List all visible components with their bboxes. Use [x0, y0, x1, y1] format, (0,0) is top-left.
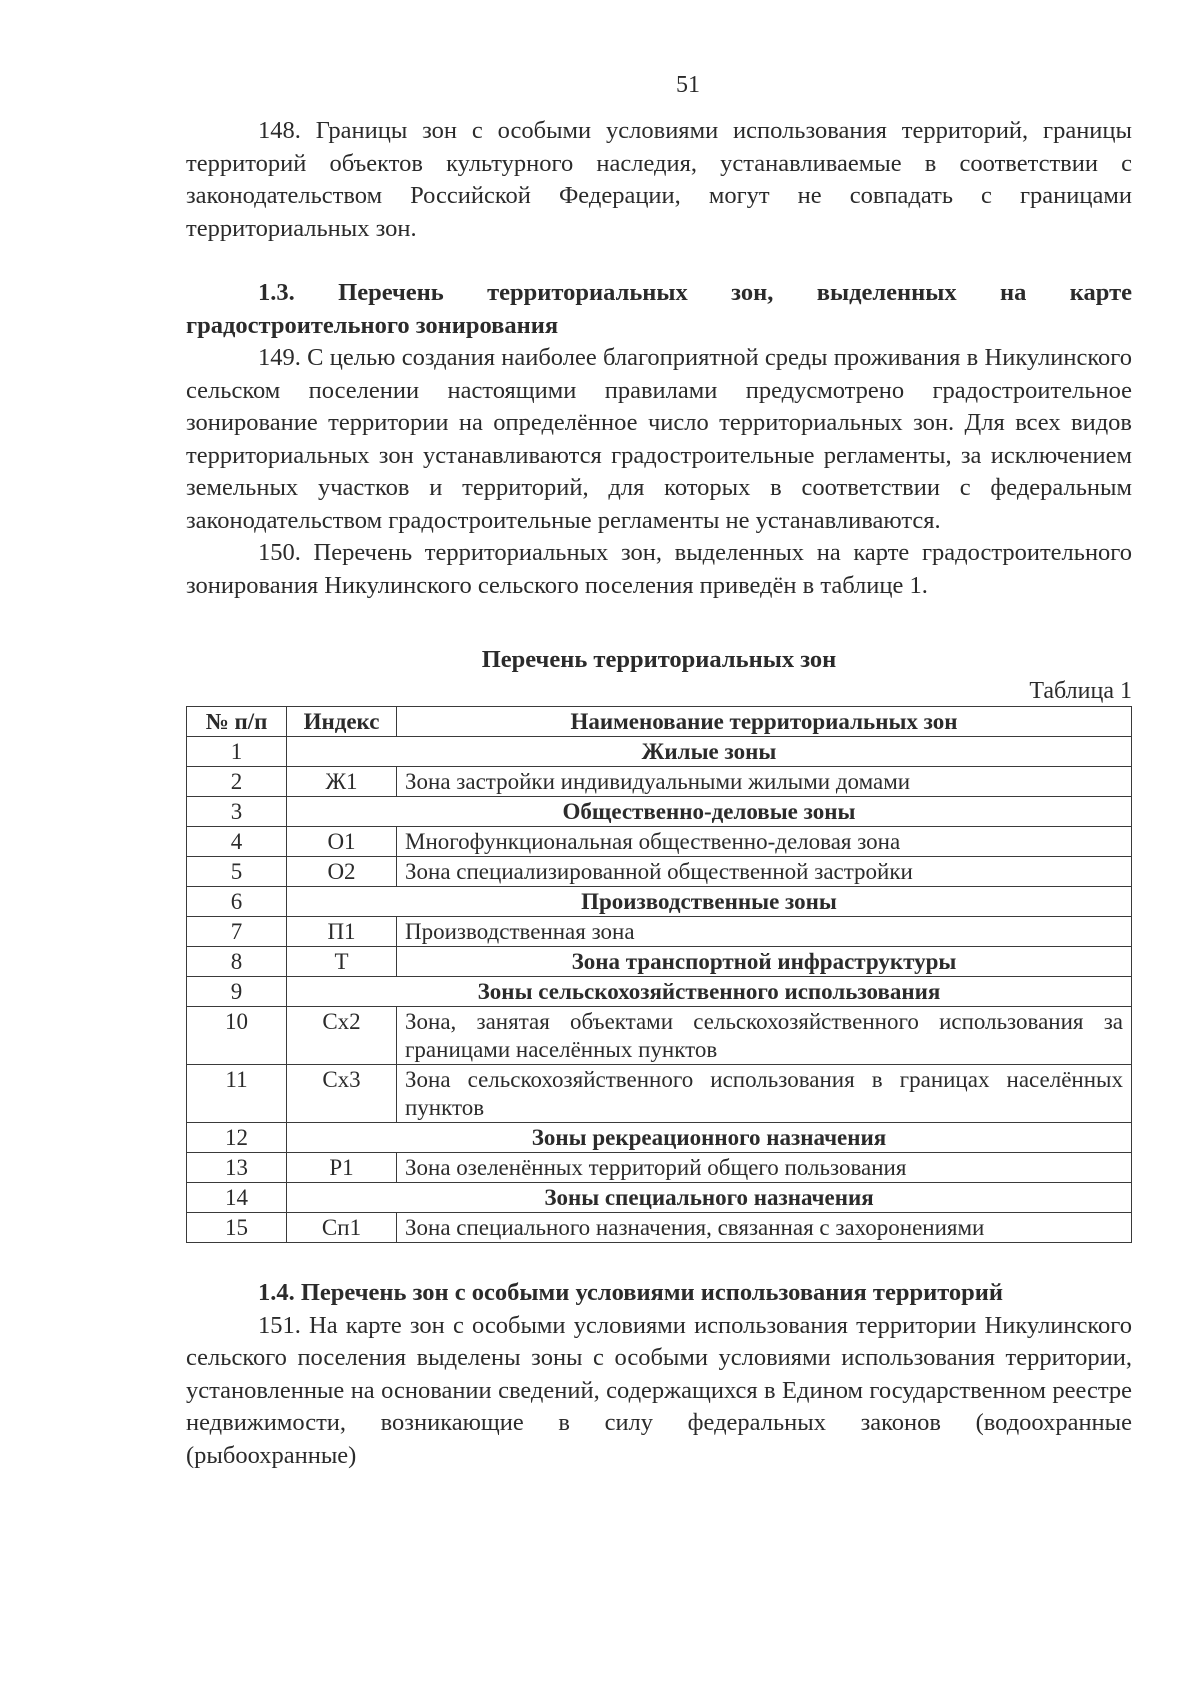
row-name: Зона специального назначения, связанная с захоронениями: [397, 1213, 1132, 1243]
row-num: 3: [187, 797, 287, 827]
row-name: Зона сельскохозяйственного использования в границах населённых пунктов: [397, 1065, 1132, 1123]
zones-table: [186, 706, 1132, 1243]
document-page: [186, 60, 1132, 1472]
row-num: 6: [187, 887, 287, 917]
page-number: 51: [676, 72, 700, 98]
header-index: Индекс: [287, 707, 397, 737]
header-num: № п/п: [187, 707, 287, 737]
group-title: Зоны рекреационного назначения: [287, 1123, 1132, 1153]
row-index: Т: [287, 947, 397, 977]
row-num: 8: [187, 947, 287, 977]
row-num: 11: [187, 1065, 287, 1123]
group-title: Зоны сельскохозяйственного использования: [287, 977, 1132, 1007]
group-title: Зоны специального назначения: [287, 1183, 1132, 1213]
row-name: Зона озеленённых территорий общего пользования: [397, 1153, 1132, 1183]
group-title: Жилые зоны: [287, 737, 1132, 767]
paragraph-148: 148. Границы зон с особыми условиями использования территорий, границы территорий объектов культурного наследия, устанавливаемые в соответствии с законодательством Российской Федерации, могут не совпадать с границами территориальных зон.: [186, 117, 1132, 242]
row-num: 9: [187, 977, 287, 1007]
group-title: Общественно-деловые зоны: [287, 797, 1132, 827]
row-name: Зона специализированной общественной застройки: [397, 857, 1132, 887]
table-row: [187, 977, 1132, 1007]
row-name: Многофункциональная общественно-деловая зона: [397, 827, 1132, 857]
row-index: О2: [287, 857, 397, 887]
row-index: Р1: [287, 1153, 397, 1183]
row-num: 1: [187, 737, 287, 767]
table-row: [187, 1007, 1132, 1065]
row-num: 12: [187, 1123, 287, 1153]
row-num: 13: [187, 1153, 287, 1183]
row-num: 2: [187, 767, 287, 797]
table-row: [187, 857, 1132, 887]
table-row: [187, 917, 1132, 947]
row-num: 7: [187, 917, 287, 947]
table-row: [187, 797, 1132, 827]
row-name: Производственная зона: [397, 917, 1132, 947]
group-title: Зона транспортной инфраструктуры: [397, 947, 1132, 977]
row-index: Сх2: [287, 1007, 397, 1065]
table-row: [187, 947, 1132, 977]
table-row: [187, 1123, 1132, 1153]
row-num: 14: [187, 1183, 287, 1213]
table-row: [187, 1065, 1132, 1123]
table-label: Таблица 1: [1029, 678, 1132, 704]
row-name: Зона застройки индивидуальными жилыми домами: [397, 767, 1132, 797]
header-name: Наименование территориальных зон: [397, 707, 1132, 737]
table-row: [187, 1213, 1132, 1243]
row-name: Зона, занятая объектами сельскохозяйственного использования за границами населённых пунктов: [397, 1007, 1132, 1065]
table-row: [187, 737, 1132, 767]
table-row: [187, 767, 1132, 797]
paragraph-151: 151. На карте зон с особыми условиями использования территории Никулинского сельского поселения выделены зоны с особыми условиями использования территории, установленные на основании сведений, содержащихся в Едином государственном реестре недвижимости, возникающие в силу федеральных законов (водоохранные (рыбоохранные): [186, 1311, 1132, 1469]
table-title: Перечень территориальных зон: [481, 646, 837, 673]
row-num: 5: [187, 857, 287, 887]
group-title: Производственные зоны: [287, 887, 1132, 917]
row-index: Ж1: [287, 767, 397, 797]
row-index: П1: [287, 917, 397, 947]
section-heading-1-4: 1.4. Перечень зон с особыми условиями использования территорий: [258, 1279, 1004, 1306]
row-index: Сп1: [287, 1213, 397, 1243]
paragraph-150: 150. Перечень территориальных зон, выделенных на карте градостроительного зонирования Никулинского сельского поселения приведён в таблице 1.: [186, 539, 1132, 599]
paragraph-149: 149. С целью создания наиболее благоприятной среды проживания в Никулинского сельском поселении настоящими правилами предусмотрено градостроительное зонирование территории на определённое число территориальных зон. Для всех видов территориальных зон устанавливаются градостроительные регламенты, за исключением земельных участков и территорий, для которых в соответствии с федеральным законодательством градостроительные регламенты не устанавливаются.: [186, 344, 1132, 534]
table-row: [187, 827, 1132, 857]
table-row: [187, 887, 1132, 917]
table-header-row: [187, 707, 1132, 737]
table-row: [187, 1153, 1132, 1183]
table-row: [187, 1183, 1132, 1213]
row-index: О1: [287, 827, 397, 857]
section-heading-1-3: 1.3. Перечень территориальных зон, выделенных на карте градостроительного зонирования: [186, 279, 1132, 339]
row-num: 15: [187, 1213, 287, 1243]
row-index: Сх3: [287, 1065, 397, 1123]
row-num: 4: [187, 827, 287, 857]
row-num: 10: [187, 1007, 287, 1065]
